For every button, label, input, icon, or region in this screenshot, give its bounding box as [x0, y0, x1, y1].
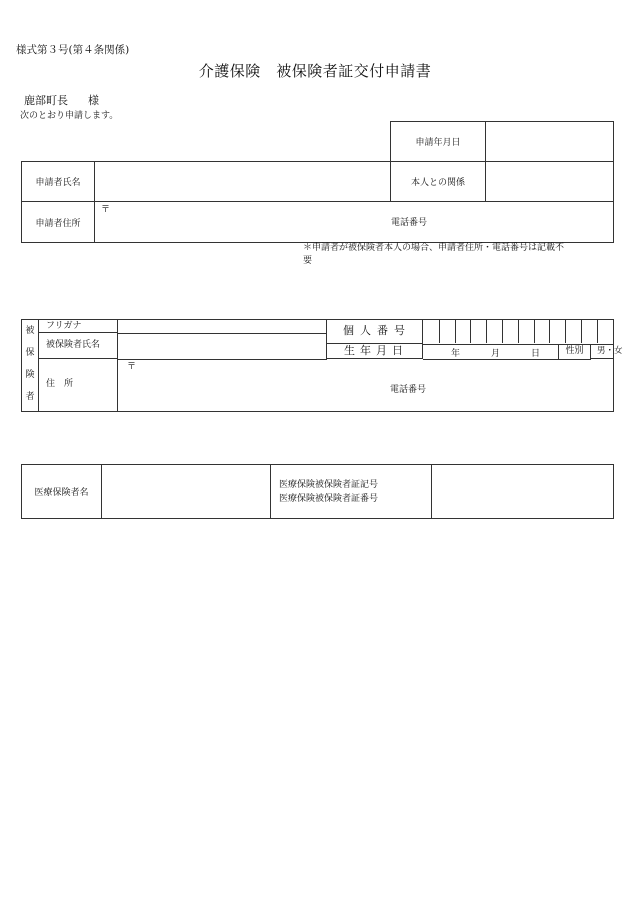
- furigana-label: フリガナ: [38, 320, 117, 333]
- relation-label: 本人との関係: [391, 162, 486, 202]
- digit-box[interactable]: [518, 319, 535, 343]
- sex-label: 性別: [559, 344, 591, 360]
- month-label: 月: [491, 349, 501, 359]
- birth-date-field[interactable]: [423, 344, 559, 360]
- card-number-label: 医療保険被保険者証番号: [279, 493, 379, 504]
- insured-label-column: [38, 320, 118, 411]
- day-label: 日: [531, 349, 541, 359]
- insured-name-field[interactable]: [117, 333, 327, 360]
- digit-box[interactable]: [597, 319, 613, 343]
- applicant-table: [21, 161, 614, 243]
- side-char-1: 被: [25, 326, 35, 336]
- applicant-name-field[interactable]: [95, 162, 391, 202]
- digit-box[interactable]: [549, 319, 566, 343]
- digit-box[interactable]: [581, 319, 598, 343]
- honorific: 様: [88, 94, 99, 107]
- insured-side-label: [22, 320, 39, 411]
- insured-section: [21, 319, 623, 412]
- digit-box[interactable]: [565, 319, 582, 343]
- digit-box[interactable]: [439, 319, 456, 343]
- insured-address-field[interactable]: [117, 359, 613, 411]
- digit-box[interactable]: [502, 319, 519, 343]
- medical-card-field[interactable]: [432, 465, 614, 519]
- addressee-name: 鹿部町長: [24, 94, 68, 107]
- individual-number-boxes[interactable]: [423, 320, 613, 345]
- furigana-field[interactable]: [117, 320, 327, 334]
- individual-number-label: 個人番号: [327, 320, 423, 344]
- medical-card-labels: [271, 465, 432, 519]
- year-label: 年: [451, 349, 461, 359]
- insured-address-label: 住 所: [46, 379, 74, 389]
- digit-box[interactable]: [455, 319, 472, 343]
- digit-box[interactable]: [534, 319, 551, 343]
- application-date-field[interactable]: [486, 122, 614, 162]
- application-date-label: 申請年月日: [391, 122, 486, 162]
- document-title: 介護保険 被保険者証交付申請書: [198, 62, 432, 80]
- card-symbol-label: 医療保険被保険者証記号: [279, 479, 379, 490]
- applicant-address-field[interactable]: [95, 202, 614, 243]
- applicant-name-label: 申請者氏名: [22, 162, 95, 202]
- intro-text: 次のとおり申請します。: [20, 111, 119, 121]
- medical-insurer-label: 医療保険者名: [22, 465, 102, 519]
- applicant-note: [303, 242, 603, 268]
- insured-name-label: 被保険者氏名: [38, 333, 117, 359]
- medical-insurance-table: [21, 464, 614, 519]
- note-line-2: 要: [303, 256, 313, 266]
- digit-box[interactable]: [423, 319, 440, 343]
- side-char-3: 険: [25, 370, 35, 380]
- addressee: [24, 92, 99, 108]
- applicant-phone-label: 電話番号: [391, 218, 428, 228]
- birth-date-label: 生年月日: [327, 344, 423, 359]
- side-char-4: 者: [25, 392, 35, 402]
- note-line-1: ＊申請者が被保険者本人の場合、申請者住所・電話番号は記載不: [303, 243, 565, 253]
- postal-mark: 〒: [101, 205, 111, 215]
- relation-field[interactable]: [486, 162, 614, 202]
- medical-insurer-field[interactable]: [102, 465, 271, 519]
- insured-postal-mark: 〒: [127, 362, 137, 372]
- insured-phone-label: 電話番号: [390, 385, 427, 395]
- digit-box[interactable]: [486, 319, 503, 343]
- sex-options[interactable]: 男・女: [591, 344, 613, 359]
- application-date-table: [390, 121, 614, 162]
- digit-box[interactable]: [470, 319, 487, 343]
- form-number: 様式第３号(第４条関係): [16, 44, 130, 56]
- applicant-address-label: 申請者住所: [22, 202, 95, 243]
- side-char-2: 保: [25, 348, 35, 358]
